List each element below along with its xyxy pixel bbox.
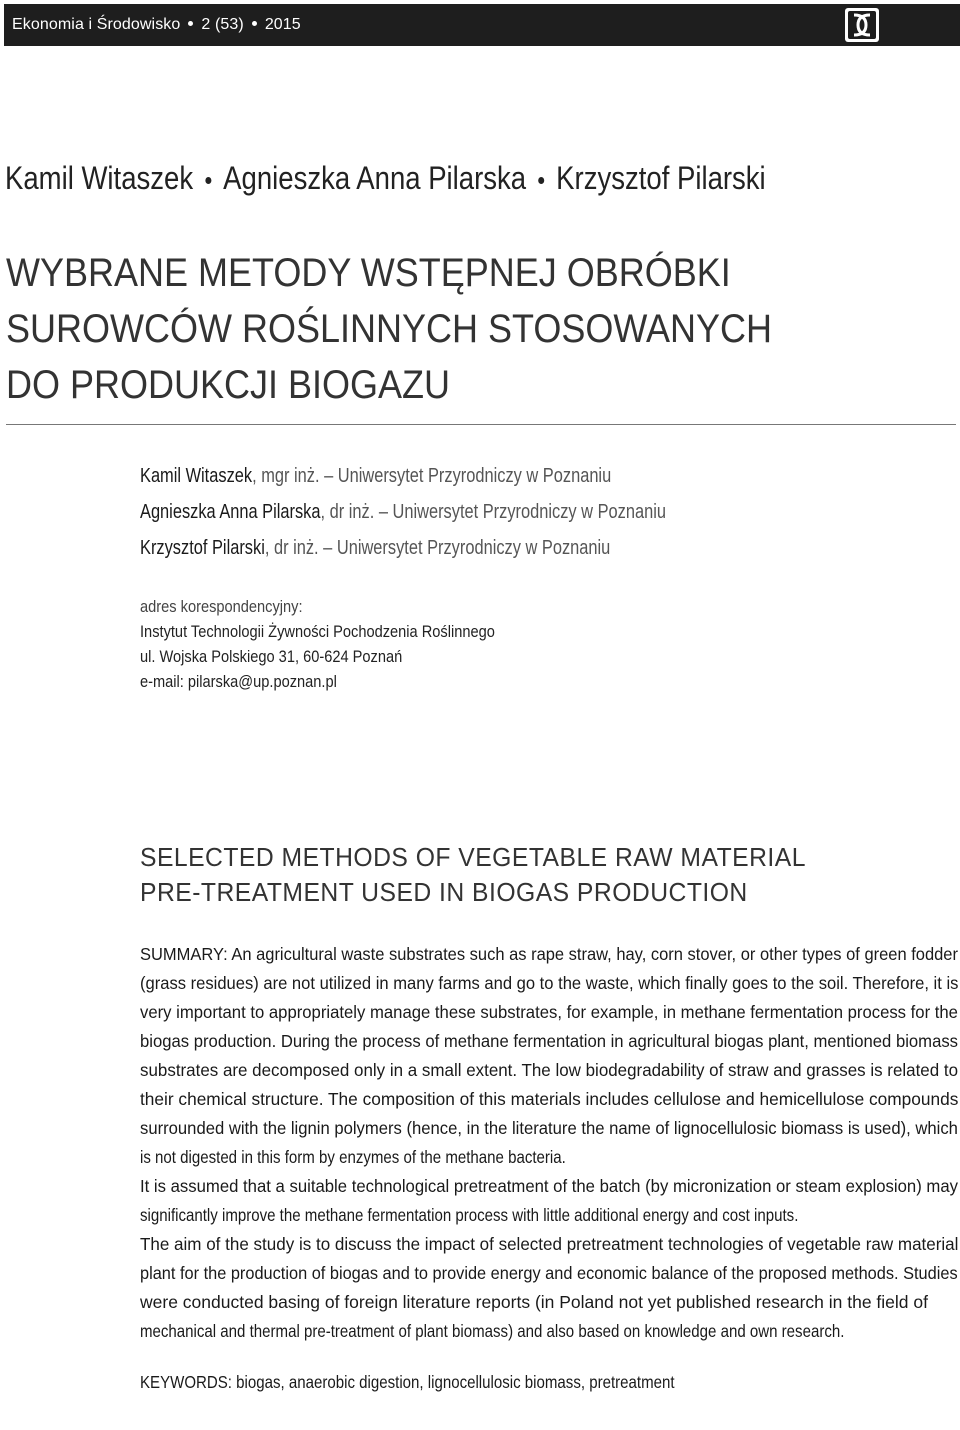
summary-line: substrates are decomposed only in a small extent. The low biodegradability of straw and grasses is related to — [140, 1060, 959, 1080]
correspondence-address — [140, 594, 553, 694]
summary-line: biogas production. During the process of methane fermentation in agricultural biogas plant, mentioned biomass — [140, 1031, 959, 1051]
separator-dot — [538, 177, 544, 184]
title-line: WYBRANE METODY WSTĘPNEJ OBRÓBKI — [6, 251, 731, 295]
journal-year: 2015 — [264, 16, 301, 33]
summary-line: were conducted basing of foreign literature reports (in Poland not yet published research in the field of — [140, 1292, 928, 1312]
summary-line: very important to appropriately manage these substrates, for example, in methane fermentation process for the — [140, 1002, 958, 1022]
summary-line: plant for the production of biogas and to provide energy and economic balance of the proposed methods. Studies — [140, 1263, 958, 1283]
email-address: e-mail: pilarska@up.poznan.pl — [140, 672, 337, 691]
affiliation-detail: , dr inż. – Uniwersytet Przyrodniczy w Poznaniu — [320, 501, 666, 523]
affiliation-name: Krzysztof Pilarski — [140, 537, 265, 559]
title-line: PRE-TREATMENT USED IN BIOGAS PRODUCTION — [140, 877, 748, 907]
divider — [6, 424, 956, 425]
summary-line: The aim of the study is to discuss the impact of selected pretreatment technologies of vegetable raw material — [140, 1234, 959, 1254]
summary-line: It is assumed that a suitable technological pretreatment of the batch (by micronization or steam explosion) may — [140, 1176, 958, 1196]
institute-name: Instytut Technologii Żywności Pochodzenia Roślinnego — [140, 622, 495, 641]
author-name: Kamil Witaszek — [5, 160, 194, 196]
title-line: DO PRODUKCJI BIOGAZU — [6, 363, 451, 407]
summary — [140, 940, 958, 1346]
summary-line: surrounded with the lignin polymers (hence, in the literature the name of lignocellulosic biomass is used), which — [140, 1118, 958, 1138]
affiliations — [140, 458, 781, 566]
affiliation-row — [140, 530, 666, 566]
summary-line: their chemical structure. The composition of this materials includes cellulose and hemicellulose compounds — [140, 1089, 959, 1109]
journal-header-bar — [4, 4, 960, 46]
title-line: SUROWCÓW ROŚLINNYCH STOSOWANYCH — [6, 307, 773, 351]
summary-line: significantly improve the methane fermentation process with little additional energy and cost inputs. — [140, 1205, 799, 1225]
author-name: Krzysztof Pilarski — [556, 160, 766, 196]
affiliation-row — [140, 458, 666, 494]
journal-name: Ekonomia i Środowisko — [12, 16, 181, 33]
summary-line: mechanical and thermal pre-treatment of plant biomass) and also based on knowledge and own research. — [140, 1321, 845, 1341]
journal-logo-icon — [844, 7, 880, 43]
journal-info — [12, 16, 301, 34]
journal-issue: 2 (53) — [201, 16, 244, 33]
summary-line: (grass residues) are not utilized in many farms and go to the waste, which finally goes to the soil. Therefore, it is — [140, 973, 959, 993]
title-line: SELECTED METHODS OF VEGETABLE RAW MATERIAL — [140, 842, 806, 872]
authors-line — [5, 160, 766, 197]
affiliation-name: Agnieszka Anna Pilarska — [140, 501, 321, 523]
correspondence-label: adres korespondencyjny: — [140, 597, 303, 616]
affiliation-detail: , mgr inż. – Uniwersytet Przyrodniczy w Poznaniu — [252, 465, 612, 487]
separator-dot — [188, 21, 193, 26]
affiliation-detail: , dr inż. – Uniwersytet Przyrodniczy w Poznaniu — [264, 537, 611, 559]
street-address: ul. Wojska Polskiego 31, 60-624 Poznań — [140, 647, 403, 666]
keywords: KEYWORDS: biogas, anaerobic digestion, lignocellulosic biomass, pretreatment — [140, 1372, 675, 1392]
author-name: Agnieszka Anna Pilarska — [223, 160, 527, 196]
article-title-en — [140, 840, 841, 910]
summary-line: is not digested in this form by enzymes of the methane bacteria. — [140, 1147, 566, 1167]
affiliation-row — [140, 494, 666, 530]
separator-dot — [252, 21, 257, 26]
article-title-pl — [6, 245, 857, 413]
affiliation-name: Kamil Witaszek — [140, 465, 253, 487]
separator-dot — [205, 177, 211, 184]
summary-line: SUMMARY: An agricultural waste substrates such as rape straw, hay, corn stover, or other types of green fodder — [140, 944, 958, 964]
